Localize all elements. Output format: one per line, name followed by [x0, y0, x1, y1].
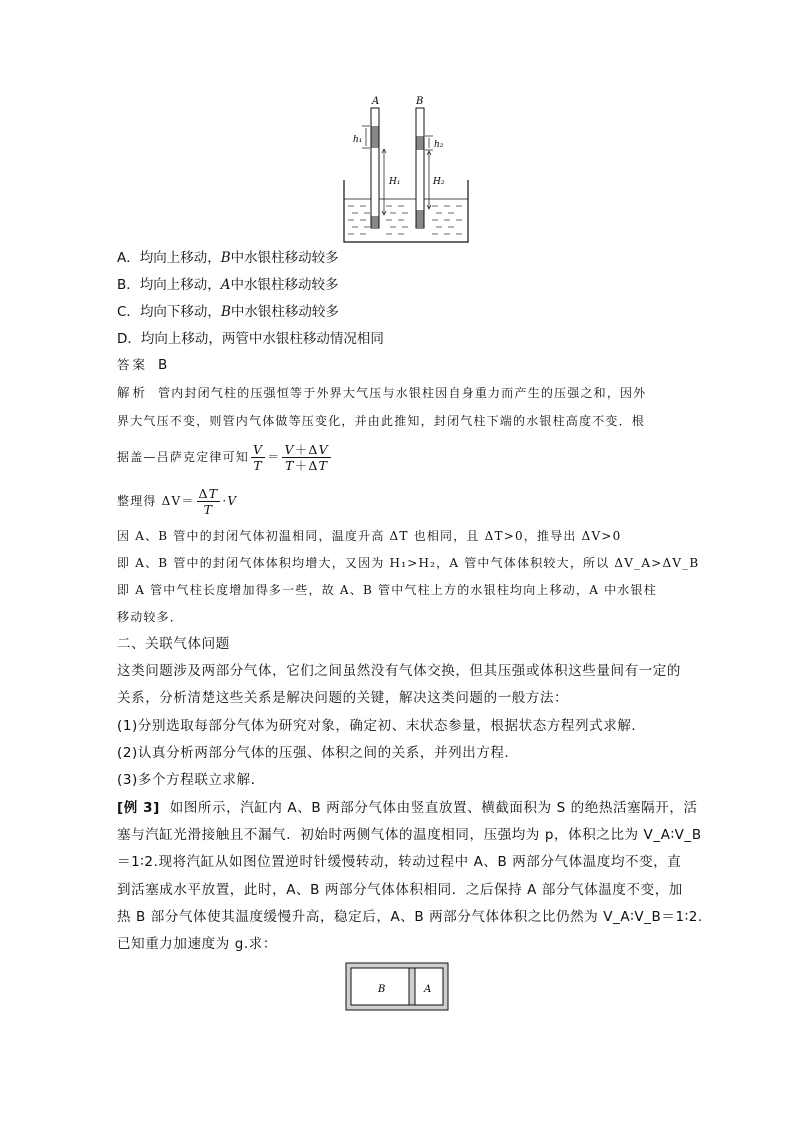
example-line-5: 热 B 部分气体使其温度缓慢升高，稳定后，A、B 两部分气体体积之比仍然为 V_A∶V_B＝1∶2.	[117, 909, 703, 925]
option-c: C．均向下移动，B中水银柱移动较多	[117, 304, 339, 320]
tube-a-mercury-bottom	[372, 216, 379, 228]
option-b: B．均向上移动，A中水银柱移动较多	[117, 277, 339, 293]
tube-b-mercury-bottom	[417, 210, 424, 228]
section-intro-1: 这类问题涉及两部分气体，它们之间虽然没有气体交换，但其压强或体积这些量间有一定的	[117, 663, 681, 679]
label-b: B	[416, 96, 424, 107]
answer-label: 答案	[117, 357, 149, 372]
analysis-line-8: 移动较多．	[117, 610, 184, 624]
section-step-2: (2)认真分析两部分气体的压强、体积之间的关系，并列出方程．	[117, 745, 519, 761]
analysis-line-3: 据盖—吕萨克定律可知 $\frac{V}{T}$ ＝ $\frac{V+\Delta V}{T+\Delta T}$	[117, 442, 329, 473]
fraction-gay-lussac: $\frac{V+\Delta V}{T+\Delta T}$	[284, 442, 329, 473]
figure-tubes-diagram	[336, 92, 476, 247]
label-H1: H₁	[389, 177, 401, 187]
example-line-6: 已知重力加速度为 g.求：	[117, 936, 277, 952]
liquid-pattern	[348, 206, 462, 234]
example-line-4: 到活塞成水平放置，此时，A、B 两部分气体体积相同．之后保持 A 部分气体温度不变，加	[117, 882, 683, 898]
section-step-1: (1)分别选取每部分气体为研究对象，确定初、末状态参量，根据状态方程列式求解．	[117, 718, 646, 734]
trough	[344, 180, 468, 242]
analysis-line-2: 界大气压不变，则管内气体做等压变化，并由此推知，封闭气柱下端的水银柱高度不变．根	[117, 414, 646, 428]
fraction-delta-t: $\frac{\Delta T}{T}$	[198, 486, 219, 517]
answer-value: B	[158, 357, 168, 373]
answer-line	[117, 355, 167, 375]
tube-b-mercury-top	[417, 136, 424, 150]
analysis-label: 解析	[117, 385, 149, 400]
label-H2: H₂	[433, 177, 445, 187]
label-h1: h₁	[353, 135, 363, 145]
option-d: D．均向上移动，两管中水银柱移动情况相同	[117, 331, 384, 347]
analysis-line-4: 整理得 ΔV＝ $\frac{\Delta T}{T}$ ·V	[117, 486, 238, 517]
example-line-3: ＝1∶2.现将汽缸从如图位置逆时针缓慢转动，转动过程中 A、B 两部分气体温度均不变，直	[117, 854, 682, 870]
analysis-line-1: 解析 管内封闭气柱的压强恒等于外界大气压与水银柱因自身重力而产生的压强之和，因外	[117, 385, 647, 400]
fraction-v-over-t: $\frac{V}{T}$	[253, 442, 264, 473]
example-line-2: 塞与汽缸光滑接触且不漏气．初始时两侧气体的温度相同，压强均为 p，体积之比为 V_A∶V_B	[117, 827, 702, 843]
figure-cylinder-diagram	[345, 962, 450, 1012]
option-a: A．均向上移动，B中水银柱移动较多	[117, 250, 339, 266]
analysis-line-7: 即 A 管中气柱长度增加得多一些，故 A、B 管中气柱上方的水银柱均向上移动，A 中水银柱	[117, 583, 657, 597]
piston	[409, 968, 415, 1005]
example-tag: [例 3]	[117, 800, 160, 816]
chamber-b-label: B	[378, 984, 386, 995]
example-line-1: [例 3] 如图所示，汽缸内 A、B 两部分气体由竖直放置、横截面积为 S 的绝热活塞隔开，活	[117, 800, 698, 816]
analysis-line-6: 即 A、B 管中的封闭气体体积均增大，又因为 H₁>H₂，A 管中气体体积较大，所以 ΔV_A>ΔV_B	[117, 556, 700, 570]
label-a: A	[372, 96, 380, 107]
section-title: 二、关联气体问题	[117, 636, 230, 652]
label-h2: h₂	[434, 140, 444, 150]
section-step-3: (3)多个方程联立求解．	[117, 772, 265, 788]
section-intro-2: 关系，分析清楚这些关系是解决问题的关键，解决这类问题的一般方法：	[117, 690, 569, 706]
analysis-line-5: 因 A、B 管中的封闭气体初温相同，温度升高 ΔT 也相同，且 ΔT>0，推导出 ΔV>0	[117, 529, 622, 543]
tube-a-mercury-top	[372, 126, 379, 148]
chamber-a-label: A	[424, 984, 432, 995]
